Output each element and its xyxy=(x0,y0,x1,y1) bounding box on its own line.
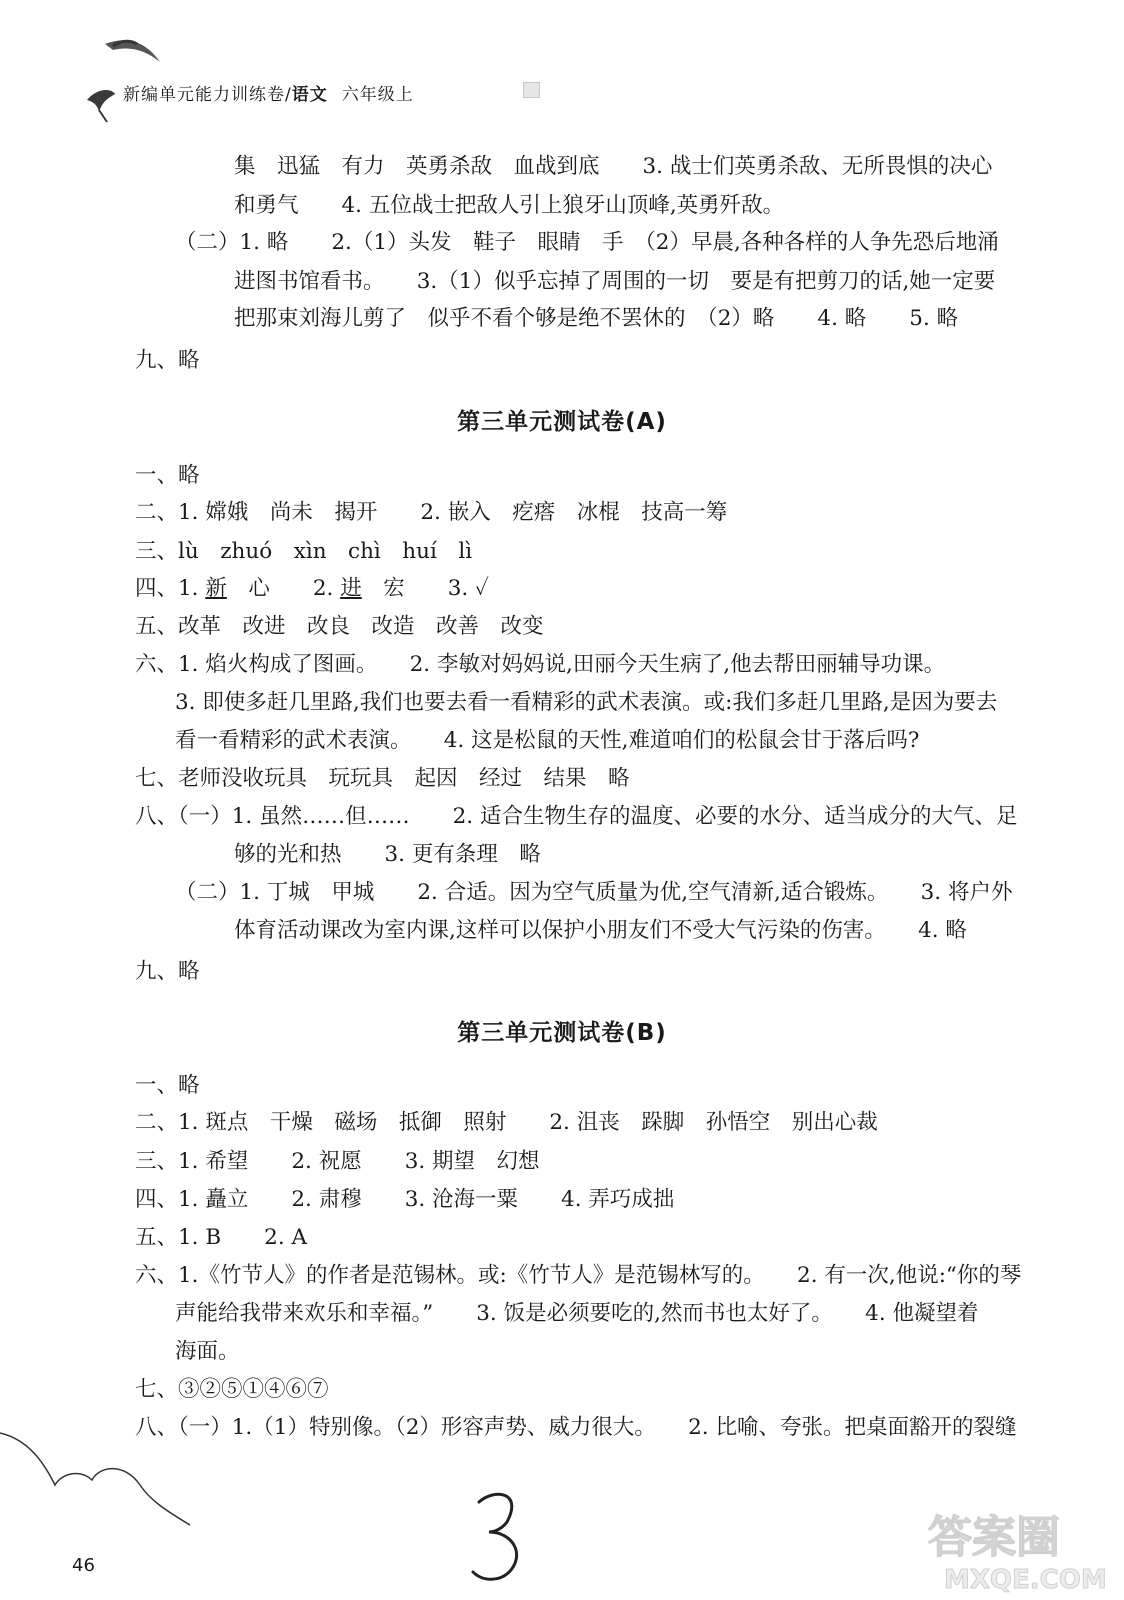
answer-line: 把那束刘海儿剪了 似乎不看个够是绝不罢休的 （2）略 4. 略 5. 略 xyxy=(234,306,959,331)
answer-line: 和勇气 4. 五位战士把敌人引上狼牙山顶峰,英勇歼敌。 xyxy=(234,193,785,218)
cloud-outline-decoration xyxy=(0,1425,200,1600)
answer-line: 3. 即使多赶几里路,我们也要去看一看精彩的武术表演。或:我们多赶几里路,是因为要去 xyxy=(175,690,998,715)
answer-line: 够的光和热 3. 更有条理 略 xyxy=(234,842,541,867)
svg-text:3: 3 xyxy=(465,1480,466,1481)
answer-line: 六、1. 焰火构成了图画。 2. 李敏对妈妈说,田丽今天生病了,他去帮田丽辅导功课。 xyxy=(135,652,946,677)
answer-line: 五、改革 改进 改良 改造 改善 改变 xyxy=(135,614,544,639)
answer-line: 一、略 xyxy=(135,1073,200,1098)
watermark-logo xyxy=(910,1490,1124,1600)
svg-text:MXQE.COM: MXQE.COM xyxy=(944,1565,1107,1595)
answer-line: 体育活动课改为室内课,这样可以保护小朋友们不受大气污染的伤害。 4. 略 xyxy=(234,918,967,943)
answer-line: 海面。 xyxy=(175,1339,240,1364)
answer-line: 六、1.《竹节人》的作者是范锡林。或:《竹节人》是范锡林写的。 2. 有一次,他说:“你的琴 xyxy=(135,1263,1022,1288)
underlined-char: 进 xyxy=(340,576,362,601)
answer-line: 集 迅猛 有力 英勇杀敌 血战到底 3. 战士们英勇杀敌、无所畏惧的决心 xyxy=(234,154,993,179)
answer-line: 二、1. 嫦娥 尚未 揭开 2. 嵌入 疙瘩 冰棍 技高一筹 xyxy=(135,500,728,525)
answer-line: 一、略 xyxy=(135,463,200,488)
underlined-char: 新 xyxy=(205,576,227,601)
answer-line: 七、③②⑤①④⑥⑦ xyxy=(135,1377,329,1402)
handwritten-mark xyxy=(465,1480,535,1590)
page-number: 46 xyxy=(72,1555,95,1576)
series-title: 新编单元能力训练卷/语文 六年级上 xyxy=(123,85,414,105)
answer-line: 四、1. 新 心 2. 进 宏 3. ✓ xyxy=(135,576,489,601)
answer-line: 三、1. 希望 2. 祝愿 3. 期望 幻想 xyxy=(135,1149,540,1174)
answer-line: 八、（一）1. 虽然……但…… 2. 适合生物生存的温度、必要的水分、适当成分的大气、足 xyxy=(135,804,1018,829)
section-heading-test-b: 第三单元测试卷(B) xyxy=(457,1020,667,1046)
answer-line: 九、略 xyxy=(135,348,200,373)
answer-line: 七、老师没收玩具 玩玩具 起因 经过 结果 略 xyxy=(135,766,630,791)
section-heading-test-a: 第三单元测试卷(A) xyxy=(457,409,667,435)
answer-line: （二）1. 丁城 甲城 2. 合适。因为空气质量为优,空气清新,适合锻炼。 3. 将户外 xyxy=(175,880,1013,905)
answer-line: 九、略 xyxy=(135,959,200,984)
answer-line: 二、1. 斑点 干燥 磁场 抵御 照射 2. 沮丧 跺脚 孙悟空 别出心裁 xyxy=(135,1110,878,1135)
answer-line: 八、（一）1.（1）特别像。（2）形容声势、威力很大。 2. 比喻、夸张。把桌面豁开的裂缝 xyxy=(135,1415,1017,1440)
answer-line: 五、1. B 2. A xyxy=(135,1225,308,1250)
answer-line: 三、lù zhuó xìn chì huí lì xyxy=(135,539,473,564)
answer-line: 进图书馆看书。 3.（1）似乎忘掉了周围的一切 要是有把剪刀的话,她一定要 xyxy=(234,269,996,294)
svg-text:答案圈: 答案圈 xyxy=(928,1512,1060,1563)
answer-line: 四、1. 矗立 2. 肃穆 3. 沧海一粟 4. 弄巧成拙 xyxy=(135,1187,675,1212)
answer-line: （二）1. 略 2.（1）头发 鞋子 眼睛 手 （2）早晨,各种各样的人争先恐后地涌 xyxy=(175,230,999,255)
answer-line: 声能给我带来欢乐和幸福。” 3. 饭是必须要吃的,然而书也太好了。 4. 他凝望着 xyxy=(175,1301,979,1326)
answer-line: 看一看精彩的武术表演。 4. 这是松鼠的天性,难道咱们的松鼠会甘于落后吗? xyxy=(175,728,920,753)
